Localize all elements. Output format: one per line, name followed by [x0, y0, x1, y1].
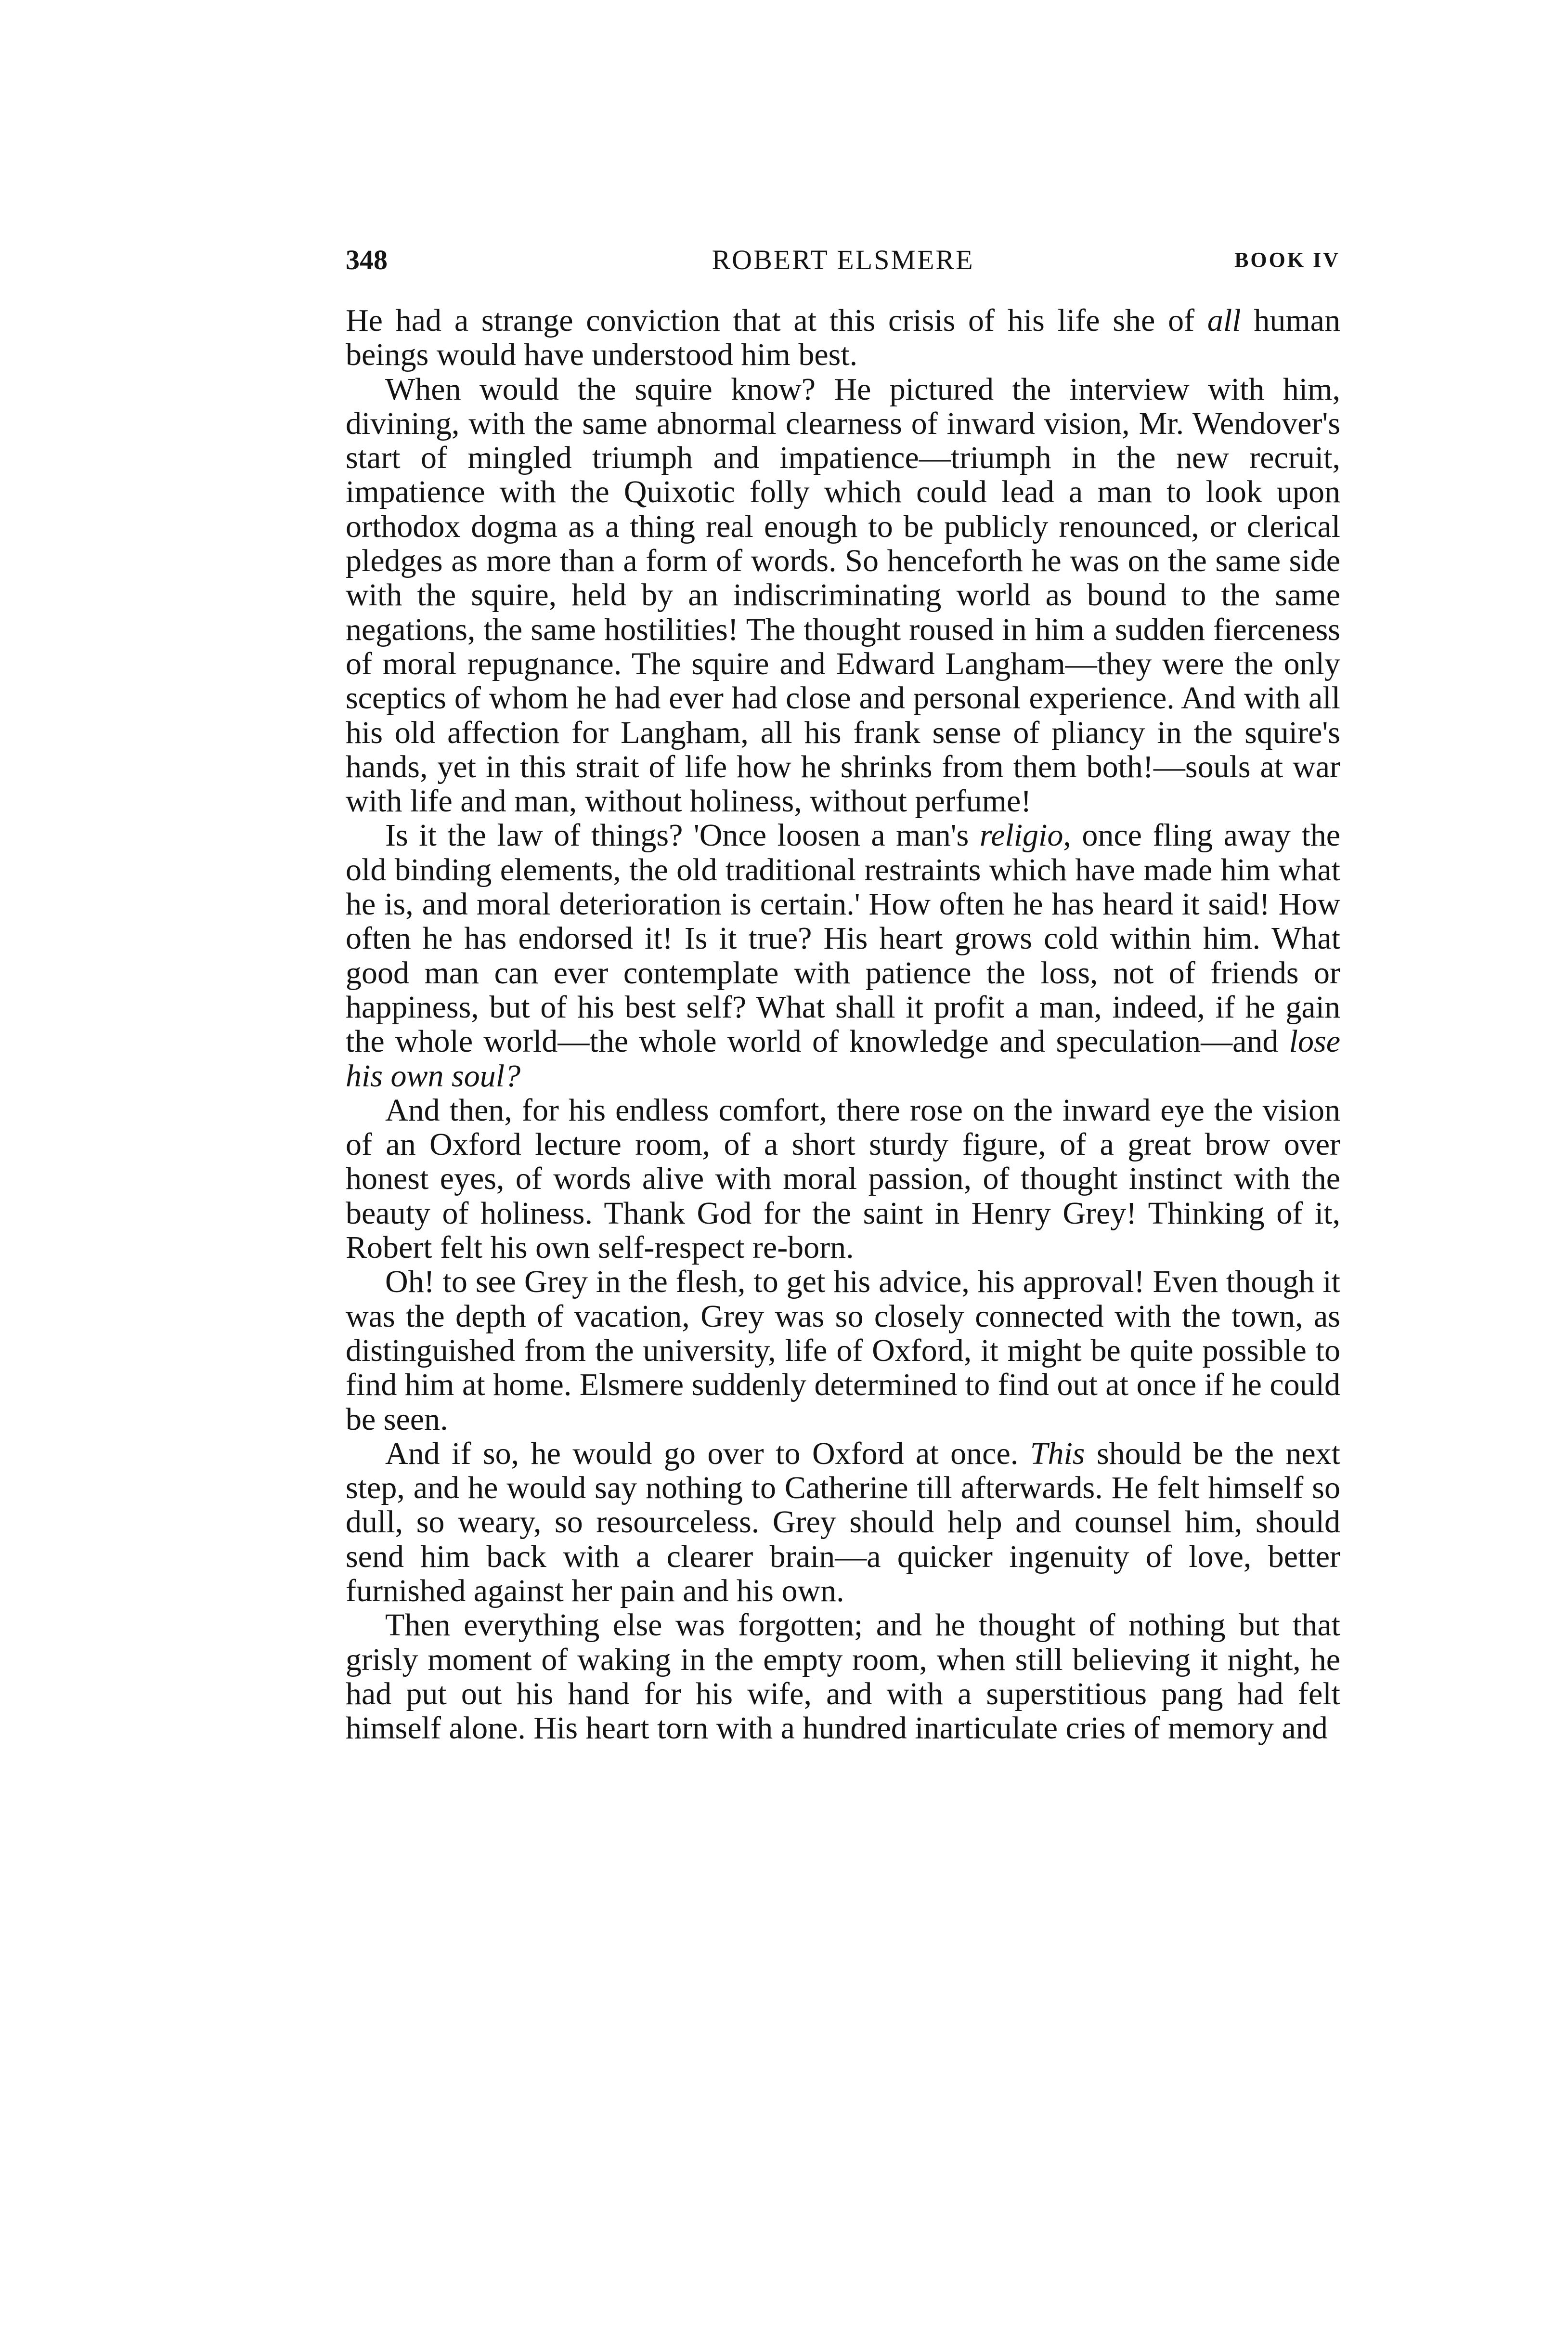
- book-title: ROBERT ELSMERE: [712, 244, 974, 275]
- paragraph-1: He had a strange conviction that at this crisis of his life she of all human beings would have understood him best.: [346, 303, 1340, 373]
- running-head: [346, 241, 1340, 279]
- page-number: 348: [346, 244, 388, 275]
- paragraph-7: Then everything else was forgotten; and he thought of nothing but that grisly moment of waking in the empty room, when still believing it night, he had put out his hand for his wife, and with a superstitious pang had felt himself alone. His heart torn with a hundred inarticulate cries of memory and: [346, 1607, 1340, 1746]
- book-part-label: BOOK IV: [1234, 248, 1340, 272]
- body-text: [346, 303, 1340, 1745]
- paragraph-6: And if so, he would go over to Oxford at once. This should be the next step, and he would say nothing to Catherine till afterwards. He felt himself so dull, so weary, so resourceless. Grey should help and counsel him, should send him back with a clearer brain—a quicker ingenuity of love, better furnished against her pain and his own.: [346, 1436, 1341, 1608]
- paragraph-3: Is it the law of things? 'Once loosen a man's religio, once fling away the old binding elements, the old traditional restraints which have made him what he is, and moral deterioration is certain.' How often he has heard it said! How often he has endorsed it! Is it true? His heart grows cold within him. What good man can ever contemplate with patience the loss, not of friends or happiness, but of his best self? What shall it profit a man, indeed, if he gain the whole world—the whole world of knowledge and speculation—and lose his own soul?: [346, 818, 1341, 1094]
- paragraph-2: When would the squire know? He pictured the interview with him, divining, with the same abnormal clearness of inward vision, Mr. Wendover's start of mingled triumph and impatience—triumph in the new recruit, impatience with the Quixotic folly which could lead a man to look upon orthodox dogma as a thing real enough to be publicly renounced, or clerical pledges as more than a form of words. So henceforth he was on the same side with the squire, held by an indiscriminating world as bound to the same negations, the same hostilities! The thought roused in him a sudden fierceness of moral repugnance. The squire and Edward Langham—they were the only sceptics of whom he had ever had close and personal experience. And with all his old affection for Langham, all his frank sense of pliancy in the squire's hands, yet in this strait of life how he shrinks from them both!—souls at war with life and man, without holiness, without perfume!: [346, 371, 1340, 819]
- paragraph-4: And then, for his endless comfort, there rose on the inward eye the vision of an Oxford lecture room, of a short sturdy figure, of a great brow over honest eyes, of words alive with moral passion, of thought instinct with the beauty of holiness. Thank God for the saint in Henry Grey! Thinking of it, Robert felt his own self-respect re-born.: [346, 1092, 1340, 1266]
- paragraph-5: Oh! to see Grey in the flesh, to get his advice, his approval! Even though it was the depth of vacation, Grey was so closely connected with the town, as distinguished from the university, life of Oxford, it might be quite possible to find him at home. Elsmere suddenly determined to find out at once if he could be seen.: [346, 1264, 1340, 1437]
